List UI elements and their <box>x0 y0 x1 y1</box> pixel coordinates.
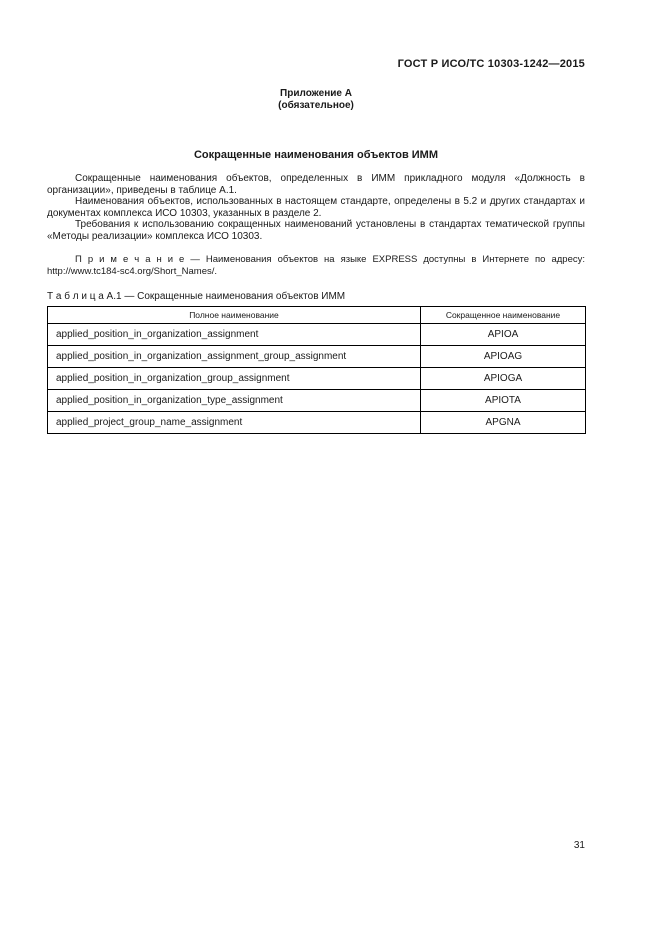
column-header-abbreviation: Сокращенное наименование <box>421 307 586 324</box>
abbreviation-cell: APIOA <box>421 324 586 346</box>
table-header-row <box>48 307 586 324</box>
table-row <box>48 346 586 368</box>
full-name-cell: applied_position_in_organization_assignment_group_assignment <box>48 346 421 368</box>
full-name-cell: applied_project_group_name_assignment <box>48 412 421 434</box>
full-name-cell: applied_position_in_organization_group_assignment <box>48 368 421 390</box>
document-number: ГОСТ Р ИСО/ТС 10303-1242—2015 <box>397 58 585 70</box>
content-area <box>47 173 585 434</box>
paragraph: Наименования объектов, использованных в настоящем стандарте, определены в 5.2 и других стандартах и документах комплекса ИСО 10303, указанных в разделе 2. <box>47 196 585 219</box>
paragraph: Требования к использованию сокращенных наименований установлены в стандартах тематической группы «Методы реализации» комплекса ИСО 10303. <box>47 219 585 242</box>
full-name-cell: applied_position_in_organization_type_assignment <box>48 390 421 412</box>
abbreviation-cell: APIOTA <box>421 390 586 412</box>
abbreviations-table <box>47 306 586 434</box>
abbreviation-cell: APIOAG <box>421 346 586 368</box>
section-title: Сокращенные наименования объектов ИММ <box>193 149 439 161</box>
page-number: 31 <box>573 840 585 851</box>
table-caption: Т а б л и ц а А.1 — Сокращенные наименования объектов ИММ <box>47 291 346 302</box>
table-row <box>48 390 586 412</box>
appendix-heading <box>47 88 585 112</box>
table-row <box>48 368 586 390</box>
appendix-title: Приложение А <box>280 88 352 99</box>
column-header-full-name: Полное наименование <box>48 307 421 324</box>
full-name-cell: applied_position_in_organization_assignment <box>48 324 421 346</box>
paragraph: Сокращенные наименования объектов, определенных в ИММ прикладного модуля «Должность в организации», приведены в таблице А.1. <box>47 173 585 196</box>
abbreviation-cell: APIOGA <box>421 368 586 390</box>
note-paragraph: П р и м е ч а н и е — Наименования объектов на языке EXPRESS доступны в Интернете по адресу: http://www.tc184-sc4.org/Short_Names/. <box>47 254 585 277</box>
table-row <box>48 324 586 346</box>
appendix-subtitle: (обязательное) <box>278 100 354 111</box>
abbreviation-cell: APGNA <box>421 412 586 434</box>
table-row <box>48 412 586 434</box>
